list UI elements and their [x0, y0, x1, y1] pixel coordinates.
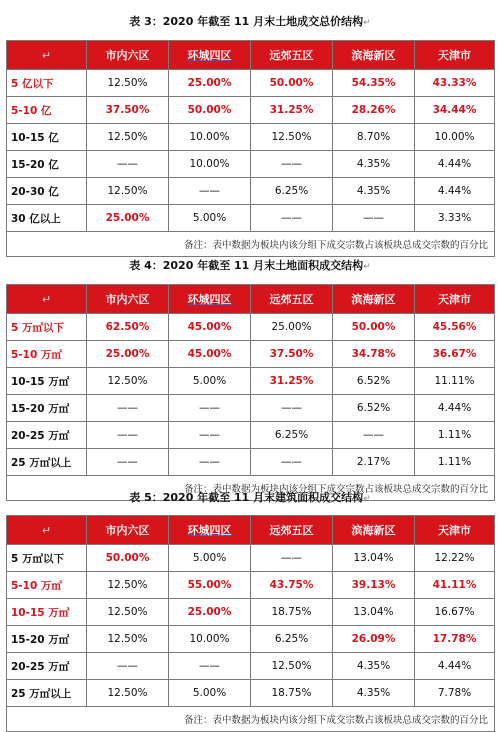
table-row: [7, 395, 495, 422]
header-row: [7, 285, 495, 314]
table-cell: 45.00%: [169, 314, 251, 341]
table-cell: 34.44%: [415, 97, 495, 124]
table-cell: 4.35%: [333, 680, 415, 707]
table-row: [7, 70, 495, 97]
table5-block: [0, 480, 500, 726]
table-cell: 5.00%: [169, 205, 251, 232]
table-cell: ——: [251, 151, 333, 178]
table-cell: 1.11%: [415, 449, 495, 476]
table-cell: 12.22%: [415, 545, 495, 572]
table-cell: 5.00%: [169, 368, 251, 395]
table-cell: ——: [87, 395, 169, 422]
table-cell: 5.00%: [169, 545, 251, 572]
table-cell: ——: [169, 178, 251, 205]
table-row: [7, 314, 495, 341]
table-cell: 4.44%: [415, 178, 495, 205]
table-cell: 36.67%: [415, 341, 495, 368]
table-cell: 45.56%: [415, 314, 495, 341]
row-label: 10-15 万㎡: [7, 599, 87, 626]
table-cell: 12.50%: [87, 626, 169, 653]
table-cell: ——: [169, 422, 251, 449]
table-cell: 50.00%: [169, 97, 251, 124]
table-cell: 17.78%: [415, 626, 495, 653]
table-row: [7, 341, 495, 368]
table-cell: 10.00%: [169, 124, 251, 151]
table-row: [7, 599, 495, 626]
row-label: 20-25 万㎡: [7, 653, 87, 680]
table4-block: [0, 240, 500, 495]
column-header: 天津市: [415, 41, 495, 70]
table-cell: 12.50%: [87, 368, 169, 395]
table-cell: 6.52%: [333, 368, 415, 395]
header-row: [7, 516, 495, 545]
table-row: [7, 449, 495, 476]
row-label: 5-10 万㎡: [7, 572, 87, 599]
table-cell: 18.75%: [251, 599, 333, 626]
table-cell: 50.00%: [251, 70, 333, 97]
table-cell: 31.25%: [251, 368, 333, 395]
table-cell: ——: [169, 653, 251, 680]
table5-title: 表 5：2020 年截至 11 月末建筑面积成交结构↵: [129, 491, 371, 504]
table-cell: ——: [87, 449, 169, 476]
column-header: 远郊五区: [251, 41, 333, 70]
header-corner-cell: ↵: [7, 516, 87, 545]
table-cell: 4.35%: [333, 151, 415, 178]
table-cell: ——: [87, 653, 169, 680]
column-header: 滨海新区: [333, 285, 415, 314]
table-cell: ——: [251, 205, 333, 232]
table-cell: 4.44%: [415, 653, 495, 680]
table-cell: 12.50%: [251, 124, 333, 151]
table-cell: ——: [169, 395, 251, 422]
column-header: 环城四区: [169, 516, 251, 545]
table-row: [7, 626, 495, 653]
table-cell: 8.70%: [333, 124, 415, 151]
table-cell: 10.00%: [415, 124, 495, 151]
row-label: 15-20 万㎡: [7, 626, 87, 653]
table-cell: ——: [251, 545, 333, 572]
table-cell: 1.11%: [415, 422, 495, 449]
table-cell: 12.50%: [87, 572, 169, 599]
table-cell: 10.00%: [169, 626, 251, 653]
row-label: 5 万㎡以下: [7, 545, 87, 572]
table-note: 备注：表中数据为板块内该分组下成交宗数占该板块总成交宗数的百分比: [7, 707, 495, 732]
table-row: [7, 368, 495, 395]
table-cell: 54.35%: [333, 70, 415, 97]
table-cell: 25.00%: [169, 70, 251, 97]
column-header: 天津市: [415, 285, 495, 314]
table-cell: 50.00%: [333, 314, 415, 341]
table-cell: 26.09%: [333, 626, 415, 653]
table-cell: ——: [169, 449, 251, 476]
table-cell: 25.00%: [251, 314, 333, 341]
table-cell: 31.25%: [251, 97, 333, 124]
table-cell: 12.50%: [251, 653, 333, 680]
table-cell: ——: [333, 205, 415, 232]
column-header: 市内六区: [87, 41, 169, 70]
header-corner-cell: ↵: [7, 41, 87, 70]
row-label: 25 万㎡以上: [7, 449, 87, 476]
table-cell: 12.50%: [87, 124, 169, 151]
row-label: 25 万㎡以上: [7, 680, 87, 707]
table-cell: ——: [87, 422, 169, 449]
table-cell: 55.00%: [169, 572, 251, 599]
table-row: [7, 422, 495, 449]
column-header: 天津市: [415, 516, 495, 545]
table-cell: 10.00%: [169, 151, 251, 178]
table-cell: 6.25%: [251, 422, 333, 449]
table-row: [7, 545, 495, 572]
table-cell: 25.00%: [169, 599, 251, 626]
table-cell: 7.78%: [415, 680, 495, 707]
table-cell: 12.50%: [87, 680, 169, 707]
table-cell: 45.00%: [169, 341, 251, 368]
table-cell: 12.50%: [87, 70, 169, 97]
column-header: 市内六区: [87, 285, 169, 314]
column-header: 滨海新区: [333, 516, 415, 545]
table-cell: 18.75%: [251, 680, 333, 707]
table-cell: 4.44%: [415, 395, 495, 422]
column-header: 市内六区: [87, 516, 169, 545]
table5: [6, 515, 495, 732]
table-cell: ——: [333, 422, 415, 449]
table-cell: 11.11%: [415, 368, 495, 395]
table-cell: 41.11%: [415, 572, 495, 599]
table-row: [7, 680, 495, 707]
row-label: 5 万㎡以下: [7, 314, 87, 341]
table-cell: 5.00%: [169, 680, 251, 707]
table-note: 备注：表中数据为板块内该分组下成交宗数占该板块总成交宗数的百分比: [7, 232, 495, 257]
table-cell: 43.33%: [415, 70, 495, 97]
column-header: 远郊五区: [251, 516, 333, 545]
table-cell: 50.00%: [87, 545, 169, 572]
row-label: 10-15 亿: [7, 124, 87, 151]
column-header: 远郊五区: [251, 285, 333, 314]
row-label: 15-20 万㎡: [7, 395, 87, 422]
table-cell: 12.50%: [87, 178, 169, 205]
table-cell: 4.35%: [333, 653, 415, 680]
header-corner-cell: ↵: [7, 285, 87, 314]
row-label: 15-20 亿: [7, 151, 87, 178]
table-cell: 28.26%: [333, 97, 415, 124]
table-row: [7, 653, 495, 680]
column-header: 滨海新区: [333, 41, 415, 70]
table3-title: 表 3：2020 年截至 11 月末土地成交总价结构↵: [129, 15, 371, 28]
table-cell: 37.50%: [251, 341, 333, 368]
row-label: 10-15 万㎡: [7, 368, 87, 395]
table4: [6, 284, 495, 501]
table-cell: 39.13%: [333, 572, 415, 599]
table-cell: 12.50%: [87, 599, 169, 626]
table-row: [7, 572, 495, 599]
table-cell: 62.50%: [87, 314, 169, 341]
table-cell: 6.25%: [251, 626, 333, 653]
row-label: 20-30 亿: [7, 178, 87, 205]
table-cell: ——: [87, 151, 169, 178]
table-row: [7, 97, 495, 124]
table-cell: 3.33%: [415, 205, 495, 232]
table-cell: 43.75%: [251, 572, 333, 599]
table-cell: 6.52%: [333, 395, 415, 422]
column-header: 环城四区: [169, 285, 251, 314]
table-cell: 34.78%: [333, 341, 415, 368]
row-label: 5-10 万㎡: [7, 341, 87, 368]
header-row: [7, 41, 495, 70]
table-row: [7, 151, 495, 178]
table-cell: 4.44%: [415, 151, 495, 178]
row-label: 20-25 万㎡: [7, 422, 87, 449]
table-cell: ——: [251, 449, 333, 476]
row-label: 5 亿以下: [7, 70, 87, 97]
table3-block: [0, 0, 500, 251]
row-label: 30 亿以上: [7, 205, 87, 232]
table-cell: 25.00%: [87, 341, 169, 368]
note-row: [7, 707, 495, 732]
table-cell: 4.35%: [333, 178, 415, 205]
table-cell: 37.50%: [87, 97, 169, 124]
table-cell: 16.67%: [415, 599, 495, 626]
table-cell: 13.04%: [333, 599, 415, 626]
table3: [6, 40, 495, 257]
table-note: 备注：表中数据为板块内该分组下成交宗数占该板块总成交宗数的百分比: [7, 476, 495, 501]
table-row: [7, 205, 495, 232]
table4-title: 表 4：2020 年截至 11 月末土地面积成交结构↵: [129, 259, 371, 272]
table-cell: ——: [251, 395, 333, 422]
table-cell: 2.17%: [333, 449, 415, 476]
table-row: [7, 124, 495, 151]
table-cell: 6.25%: [251, 178, 333, 205]
row-label: 5-10 亿: [7, 97, 87, 124]
column-header: 环城四区: [169, 41, 251, 70]
table-row: [7, 178, 495, 205]
table-cell: 13.04%: [333, 545, 415, 572]
table-cell: 25.00%: [87, 205, 169, 232]
